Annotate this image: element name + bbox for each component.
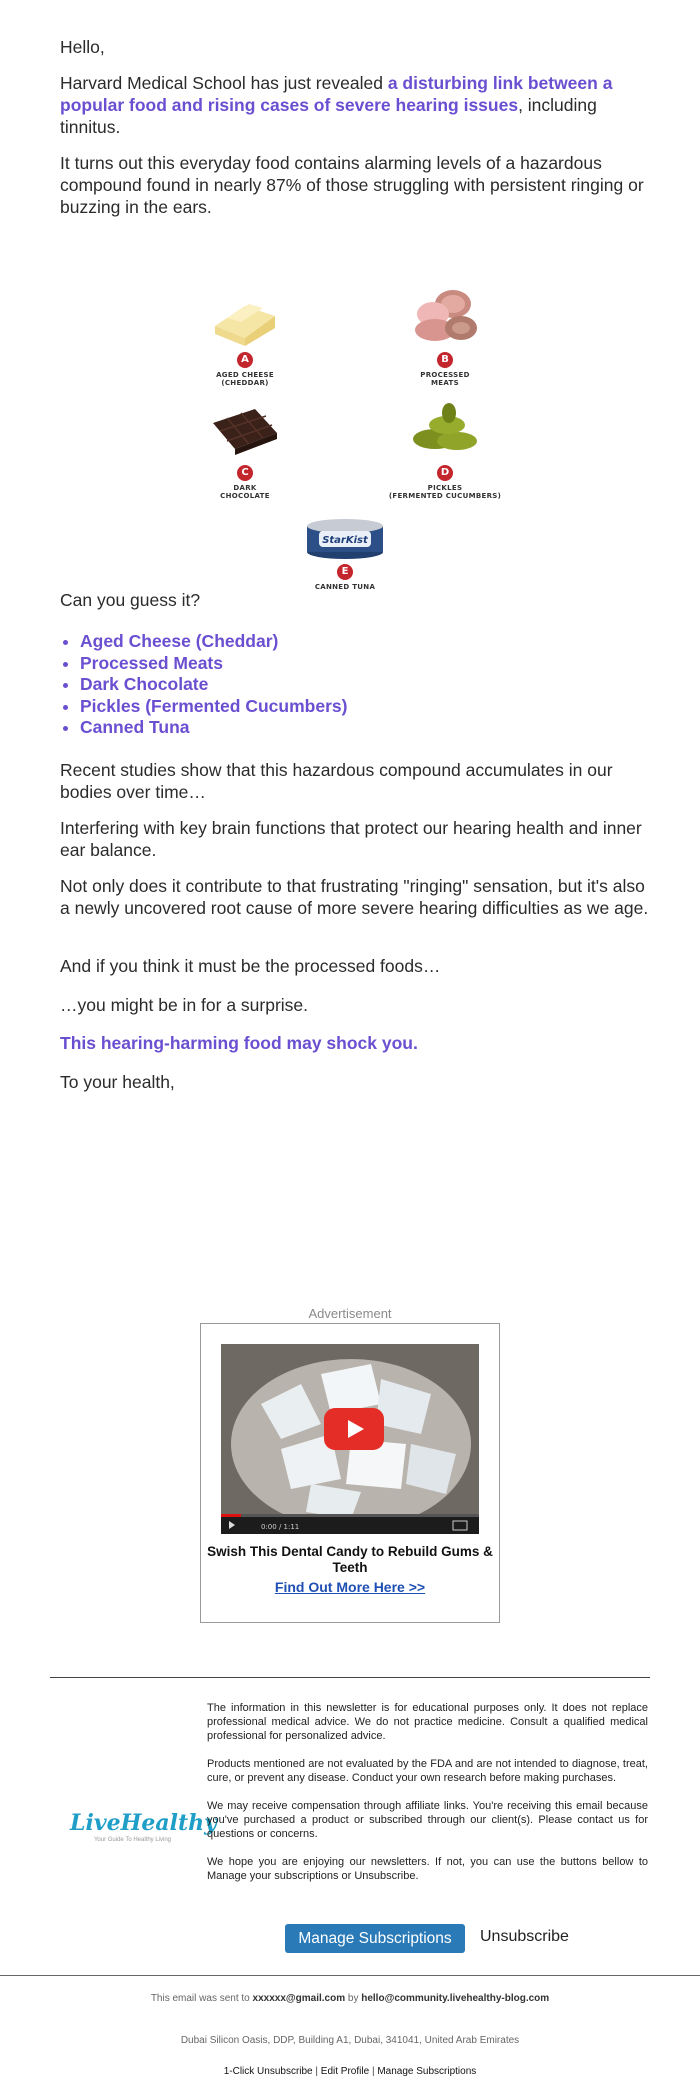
- one-click-unsubscribe-link[interactable]: 1-Click Unsubscribe: [223, 2066, 313, 2077]
- ad-box[interactable]: [200, 1323, 500, 1623]
- food-c-label: DARK: [233, 484, 257, 492]
- dark-chocolate-icon: [205, 399, 285, 461]
- paragraph-surprise: …you might be in for a surprise.: [60, 995, 309, 1015]
- option-label[interactable]: Dark Chocolate: [80, 674, 209, 694]
- option-label[interactable]: Processed Meats: [80, 652, 223, 673]
- ad-link[interactable]: Find Out More Here >>: [274, 1579, 426, 1595]
- option-item[interactable]: [80, 631, 347, 653]
- option-label[interactable]: Aged Cheese (Cheddar): [80, 631, 279, 651]
- divider: [50, 1677, 650, 1678]
- food-item-d: [375, 399, 515, 500]
- food-item-b: [375, 284, 515, 387]
- edit-profile-link[interactable]: Edit Profile: [320, 2066, 370, 2077]
- manage-subscriptions-button[interactable]: Manage Subscriptions: [285, 1924, 465, 1953]
- option-label[interactable]: Canned Tuna: [80, 717, 190, 737]
- option-item[interactable]: [80, 674, 347, 696]
- sent-mid: by: [345, 1993, 362, 2004]
- intro-paragraph: [60, 72, 650, 138]
- ad-label: Advertisement: [308, 1306, 392, 1321]
- food-item-e: [275, 516, 415, 591]
- badge-b: B: [437, 352, 453, 368]
- cta-link[interactable]: This hearing-harming food may shock you.: [60, 1033, 418, 1053]
- paragraph-brain: Interfering with key brain functions that protect our hearing health and inner ear balance.: [60, 818, 642, 860]
- bottom-links: [0, 2066, 700, 2077]
- food-options-image[interactable]: [60, 246, 650, 596]
- sent-to-line: [140, 1992, 560, 2005]
- intro-text-post: , including tinnitus.: [60, 95, 597, 137]
- tuna-brand: StarKist: [322, 535, 368, 546]
- food-d-sublabel: (FERMENTED CUCUMBERS): [388, 492, 502, 500]
- intro-text-pre: Harvard Medical School has just revealed: [60, 73, 388, 93]
- canned-tuna-icon: [305, 516, 385, 560]
- recipient-email: xxxxxx@gmail.com: [252, 1993, 346, 2004]
- logo-text: LiveHealthy: [70, 1810, 217, 1836]
- ad-video-thumbnail[interactable]: [221, 1344, 479, 1534]
- disclaimer: [207, 1701, 648, 1897]
- sent-pre: This email was sent to: [150, 1993, 253, 2004]
- paragraph-accumulates: Recent studies show that this hazardous compound accumulates in our bodies over time…: [60, 760, 613, 802]
- footer-divider: [0, 1975, 700, 1976]
- badge-e: E: [337, 564, 353, 580]
- unsubscribe-button[interactable]: Unsubscribe: [480, 1928, 569, 1945]
- disclaimer-affiliate: We may receive compensation through affiliate links. You're receiving this email because you've purchased a product or subscribed through our client(s). Please contact us for questions or concerns.: [207, 1800, 648, 1840]
- compound-paragraph: It turns out this everyday food contains alarming levels of a hazardous compound found in nearly 87% of those struggling with persistent ringing or buzzing in the ears.: [60, 153, 644, 217]
- option-item[interactable]: [80, 717, 347, 739]
- food-item-c: [175, 399, 315, 500]
- link-separator: |: [315, 2066, 319, 2077]
- processed-meats-icon: [405, 284, 485, 348]
- paragraph-processed: And if you think it must be the processed foods…: [60, 956, 441, 976]
- food-d-label: PICKLES: [427, 484, 463, 492]
- badge-c: C: [237, 465, 253, 481]
- option-item[interactable]: [80, 653, 347, 675]
- food-item-a: [175, 286, 315, 387]
- food-b-sublabel: MEATS: [431, 379, 459, 387]
- manage-subscriptions-link[interactable]: Manage Subscriptions: [377, 2066, 477, 2077]
- food-a-sublabel: (CHEDDAR): [221, 379, 269, 387]
- youtube-play-icon[interactable]: [324, 1408, 384, 1450]
- disclaimer-fda: Products mentioned are not evaluated by the FDA and are not intended to diagnose, treat, cure, or prevent any disease. Conduct your own research before making purchases.: [207, 1758, 648, 1784]
- study-link[interactable]: a disturbing link between a popular food and rising cases of severe hearing issues: [60, 73, 613, 115]
- food-a-label: AGED CHEESE: [216, 371, 274, 379]
- question: Can you guess it?: [60, 590, 201, 610]
- greeting: Hello,: [60, 37, 105, 57]
- logo-wordmark: [70, 1810, 217, 1836]
- sender-email[interactable]: hello@community.livehealthy-blog.com: [361, 1993, 550, 2004]
- food-c-sublabel: CHOCOLATE: [220, 492, 270, 500]
- option-label[interactable]: Pickles (Fermented Cucumbers): [80, 695, 348, 716]
- disclaimer-manage: We hope you are enjoying our newsletters. If not, you can use the buttons bellow to Manage your subscriptions or Unsubscribe.: [207, 1856, 648, 1882]
- cheese-icon: [205, 286, 285, 348]
- pickles-icon: [405, 399, 485, 461]
- option-item[interactable]: [80, 696, 347, 718]
- food-e-label: CANNED TUNA: [314, 583, 376, 591]
- video-time: 0:00 / 1:11: [261, 1523, 300, 1531]
- food-options-list: [80, 631, 347, 739]
- disclaimer-educational: The information in this newsletter is for educational purposes only. It does not replace professional medical advice. We do not practice medicine. Consult a qualified medical professional for personalized advice.: [207, 1702, 648, 1742]
- food-b-label: PROCESSED: [420, 371, 470, 379]
- paragraph-ringing: Not only does it contribute to that frustrating "ringing" sensation, but it's also a newly uncovered root cause of more severe hearing difficulties as we age.: [60, 876, 649, 918]
- signoff: To your health,: [60, 1072, 175, 1092]
- badge-a: A: [237, 352, 253, 368]
- logo-tagline: Your Guide To Healthy Living: [93, 1837, 172, 1843]
- ad-title[interactable]: Swish This Dental Candy to Rebuild Gums & Teeth: [207, 1544, 493, 1575]
- livehealthy-logo: [70, 1810, 217, 1843]
- link-separator: |: [371, 2066, 375, 2077]
- postal-address: Dubai Silicon Oasis, DDP, Building A1, Dubai, 341041, United Arab Emirates: [180, 2035, 520, 2046]
- badge-d: D: [437, 465, 453, 481]
